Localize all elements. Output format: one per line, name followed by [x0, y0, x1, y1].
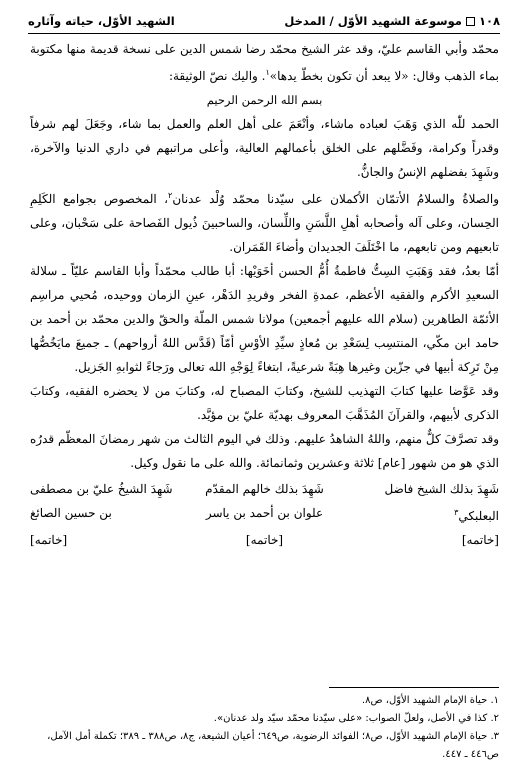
witness-3 — [30, 477, 185, 528]
footnotes — [30, 692, 499, 764]
book-title: موسوعة الشهيد الأوّل / المدخل — [284, 14, 462, 28]
seal-label: [خاتمه] — [461, 533, 499, 547]
main-text — [30, 37, 499, 552]
seal-row — [30, 528, 499, 552]
intro-tail: . واليك نصّ الوثيقة: — [168, 69, 266, 83]
witness-2-line1: شَهِدَ بذلك خالهم المقدّم — [205, 482, 324, 496]
witness-2-line2: علوان بن أحمد بن ياسر — [205, 506, 324, 520]
doc-paragraph-2 — [30, 184, 499, 259]
footnote-ref: ١ — [265, 68, 270, 77]
doc-paragraph-5: وقد تصرَّفَ كلٌّ منهم، واللهُ الشاهدُ عليهم. وذلك في اليوم الثالث من شهر رمضانَ المعظّم قدرُه الذي هو من شهور [عام] ثلاثة وعشرين وثمانمائة. والله على ما نقول وكيل. — [30, 432, 499, 470]
witness-1-line2 — [344, 501, 499, 528]
witness-1 — [344, 477, 499, 528]
p2-text-b: ، المخصوص بجوامع الكَلِمِ الحِسان، وعلى آله وأصحابه أهلِ اللَّسَنِ واللِّسان، والساحبينَ ذُيول الفَصاحة على سَحْبان، وعلى تابعيهم ومن تابعهم، ما اخْتَلَفَ الجديدان وأضاءَ القَمَران. — [30, 192, 499, 254]
witness-1-line1: شَهِدَ بذلك الشيخ فاضل — [384, 482, 499, 496]
header-book-info — [284, 14, 500, 28]
p2-text-a: والصلاةُ والسلامُ الأتمّان الأكملان على سيّدنا محمّد وُلْد عدنان — [172, 192, 499, 206]
running-header — [28, 11, 500, 34]
basmala: بسم الله الرحمن الرحيم — [206, 93, 323, 107]
doc-paragraph-1: الحمد للّٰه الذي وَهَبَ لعباده ماشاء، وأنْعَمَ على أهل العلم والعمل بما شاء، وجَعَلَ لهم شرفاً وقدراً وكرامة، وفَضَّلهم على الخلق بأعمالهم العالية، وأعلى مراتبهم في داري الدنيا والآخرة، وشَهِدَ بفضلهم الإنسُ والجانُّ. — [30, 117, 499, 179]
witness-3-line2: بن حسين الصائغ — [30, 506, 112, 520]
doc-paragraph-3: أمّا بعدُ، فقد وَهَبَتِ السِتُّ فاطمةُ أُمُّ الحسن أخَوَيْها: أبا طالب محمّداً وأبا القاسم عليّاً ـ سلالة السعيدِ الأكرم والفقيه الأعظم، عمدةِ الفخر وفريدِ الدَهْر، عينِ الزمان ووحيده، مُحيي مراسِم الأئمّة الطاهرين (سلام الله عليهم أجمعين) مولانا شمس الملّة والحقّ والدين محمّد بن أحمد بن حامد ابن مكّي، المنتسِب لِسَعْدِ بن مُعاذٍ سيِّدِ الأوْسِ أمّاً (قَدَّس اللهُ أرواحهم) ـ جميعَ مايَخُصُّها مِنْ تَرِكة أبيها في جزّين وغيرها هِبَةً شرعيةً، ابتغاءً لِوَجْهِ الله تعالى ورَجاءً لثوابهِ الجَزيل. — [30, 264, 499, 374]
footnote-ref: ٢ — [168, 191, 173, 200]
witness-2 — [187, 477, 342, 528]
section-title: الشهيد الأوّل، حياته وآثاره — [28, 14, 175, 28]
intro-text: محمّد وأبي القاسم عليّ، وقد عثر الشيخ محمّد رضا شمس الدين على نسخة قديمة منها مكتوبة بماء الذهب وقال: «لا يبعد أن تكون بخطّ يدها» — [30, 42, 499, 83]
seal-label: [خاتمه] — [30, 533, 68, 547]
footnote: ١. حياة الإمام الشهيد الأوّل، ص٨. — [361, 695, 499, 706]
square-ornament-icon — [466, 17, 475, 26]
footnote-divider — [329, 687, 499, 688]
witness-signatures — [30, 477, 499, 528]
footnote-ref: ٣ — [454, 508, 459, 517]
intro-paragraph — [30, 37, 499, 88]
doc-paragraph-4: وقد عَوَّضا عليها كتابَ التهذيب للشيخ، وكتابَ المصباح له، وكتابَ من لا يحضره الفقيه، وكتابَ الذكرى لأبيهم، والقرآنَ المُذَهَّبَ المعروف بهديّة عليّ بن مؤيَّد. — [30, 384, 499, 422]
seal-label: [خاتمه] — [245, 533, 284, 547]
footnote: ٣. حياة الإمام الشهيد الأوّل، ص٨؛ الفوائد الرضوية، ص٦٤٩؛ أعيان الشيعة، ج٨، ص٣٨٨ ـ ٣٨٩؛ تكملة أمل الآمل، ص٤٤٦ ـ ٤٤٧. — [47, 731, 499, 760]
page-number: ١٠٨ — [478, 14, 500, 28]
witness-1-name: البعلبكي — [458, 509, 499, 523]
footnote: ٢. كذا في الأصل، ولعلّ الصواب: «على سيّدنا محمّد سيّد ولد عدنان». — [213, 713, 499, 724]
witness-3-line1: شَهِدَ الشيخُ عليّ بن مصطفى — [30, 482, 173, 496]
